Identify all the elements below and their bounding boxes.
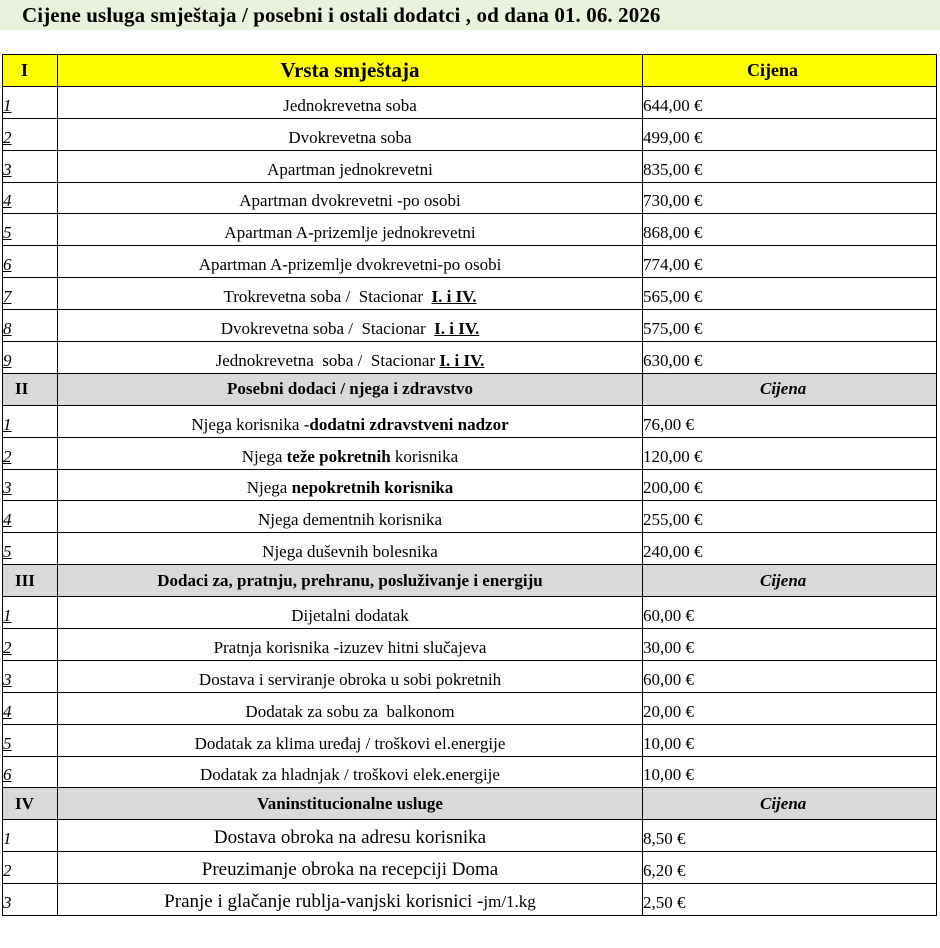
service-name-part: nepokretnih korisnika — [291, 478, 454, 498]
service-name-part: Njega dementnih korisnika — [257, 510, 443, 530]
row-number-text: 1 — [3, 606, 12, 626]
row-number — [3, 692, 58, 724]
row-number — [3, 182, 58, 214]
service-name — [58, 405, 643, 437]
service-price: 730,00 € — [643, 182, 937, 214]
service-name — [58, 278, 643, 310]
row-number — [3, 86, 58, 118]
table-row — [3, 342, 937, 374]
row-number — [3, 884, 58, 916]
row-number — [3, 597, 58, 629]
service-name-part: korisnika — [390, 446, 459, 466]
row-number-text: 3 — [3, 478, 12, 498]
service-price: 255,00 € — [643, 501, 937, 533]
service-name-part: Jednokrevetna soba — [283, 95, 417, 115]
row-number-text: 8 — [3, 319, 12, 339]
price-column-header: Cijena — [643, 373, 937, 405]
service-name-part: Njega korisnika - — [191, 414, 310, 434]
service-price: 868,00 € — [643, 214, 937, 246]
service-name-part: Apartman jednokrevetni — [267, 159, 433, 179]
service-name-part: dodatni zdravstveni nadzor — [309, 414, 509, 434]
service-name — [58, 437, 643, 469]
row-number-text: 4 — [3, 701, 12, 721]
row-number — [3, 437, 58, 469]
row-number-text: 2 — [3, 446, 12, 466]
row-number-text: 5 — [3, 542, 12, 562]
row-number — [3, 724, 58, 756]
table-row — [3, 756, 937, 788]
row-number — [3, 405, 58, 437]
service-name-part: Pranje i glačanje rublja-vanjski korisnici - — [164, 891, 484, 913]
service-name-part: Trokrevetna soba / Stacionar — [223, 287, 432, 307]
service-name-part: Njega — [246, 478, 292, 498]
section-title: Vaninstitucionalne usluge — [58, 788, 643, 820]
service-name — [58, 86, 643, 118]
table-row — [3, 597, 937, 629]
service-name-part: Dodatak za klima uređaj / troškovi el.energije — [194, 733, 506, 753]
service-name — [58, 246, 643, 278]
service-name-part: jm/1.kg — [483, 892, 536, 912]
page-title: Cijene usluga smještaja / posebni i ostali dodatci , od dana 01. 06. 2026 — [22, 3, 661, 27]
row-number-text: 5 — [3, 733, 12, 753]
service-name-part: I. i IV. — [434, 319, 480, 339]
service-name — [58, 150, 643, 182]
service-name-part: Preuzimanje obroka na recepciji Doma — [201, 859, 499, 881]
service-price: 60,00 € — [643, 660, 937, 692]
table-row — [3, 501, 937, 533]
service-name — [58, 118, 643, 150]
table-row — [3, 310, 937, 342]
service-name-part: Dodatak za sobu za balkonom — [245, 701, 455, 721]
row-number — [3, 246, 58, 278]
service-name-part: Dodatak za hladnjak / troškovi elek.energije — [200, 765, 500, 785]
table-row — [3, 118, 937, 150]
service-price: 10,00 € — [643, 724, 937, 756]
table-row — [3, 182, 937, 214]
table-row — [3, 692, 937, 724]
service-name-part: Dvokrevetna soba — [288, 127, 412, 147]
row-number — [3, 501, 58, 533]
service-name-part: Dijetalni dodatak — [291, 606, 409, 626]
table-row — [3, 86, 937, 118]
title-bar — [0, 0, 940, 30]
table-row — [3, 437, 937, 469]
service-name — [58, 501, 643, 533]
section-number: II — [3, 373, 58, 405]
service-name — [58, 629, 643, 661]
service-price: 774,00 € — [643, 246, 937, 278]
row-number-text: 6 — [3, 255, 12, 275]
row-number — [3, 310, 58, 342]
service-price: 10,00 € — [643, 756, 937, 788]
section-title: Posebni dodaci / njega i zdravstvo — [58, 373, 643, 405]
service-name-part: Apartman A-prizemlje dvokrevetni-po osobi — [198, 255, 502, 275]
table-row — [3, 820, 937, 852]
table-row — [3, 629, 937, 661]
price-table — [2, 54, 937, 916]
service-name — [58, 884, 643, 916]
section-number: III — [3, 565, 58, 597]
service-price: 200,00 € — [643, 469, 937, 501]
row-number-text: 2 — [3, 861, 12, 881]
row-number-text: 1 — [3, 414, 12, 434]
service-price: 120,00 € — [643, 437, 937, 469]
row-number-text: 7 — [3, 287, 12, 307]
row-number-text: 9 — [3, 350, 12, 370]
section-header-row — [3, 565, 937, 597]
service-price: 499,00 € — [643, 118, 937, 150]
service-price: 8,50 € — [643, 820, 937, 852]
row-number — [3, 214, 58, 246]
service-name — [58, 660, 643, 692]
row-number — [3, 150, 58, 182]
table-row — [3, 150, 937, 182]
row-number-text: 1 — [3, 95, 12, 115]
table-row — [3, 246, 937, 278]
price-column-header: Cijena — [643, 788, 937, 820]
service-price: 76,00 € — [643, 405, 937, 437]
row-number-text: 2 — [3, 127, 12, 147]
service-name — [58, 214, 643, 246]
price-column-header: Cijena — [643, 55, 937, 87]
row-number — [3, 852, 58, 884]
row-number-text: 1 — [3, 829, 12, 849]
service-price: 835,00 € — [643, 150, 937, 182]
service-price: 630,00 € — [643, 342, 937, 374]
service-name-part: Dostava obroka na adresu korisnika — [213, 827, 487, 849]
service-name — [58, 469, 643, 501]
table-row — [3, 405, 937, 437]
table-row — [3, 884, 937, 916]
service-price: 20,00 € — [643, 692, 937, 724]
service-price: 30,00 € — [643, 629, 937, 661]
row-number — [3, 533, 58, 565]
service-name — [58, 820, 643, 852]
service-name-part: I. i IV. — [431, 287, 477, 307]
table-row — [3, 469, 937, 501]
row-number — [3, 278, 58, 310]
service-name — [58, 533, 643, 565]
row-number-text: 2 — [3, 637, 12, 657]
table-row — [3, 214, 937, 246]
service-name — [58, 182, 643, 214]
row-number-text: 4 — [3, 510, 12, 530]
service-name-part: Dvokrevetna soba / Stacionar — [220, 319, 435, 339]
service-name — [58, 724, 643, 756]
section-title: Vrsta smještaja — [58, 55, 643, 87]
row-number — [3, 342, 58, 374]
service-price: 565,00 € — [643, 278, 937, 310]
table-row — [3, 533, 937, 565]
table-row — [3, 660, 937, 692]
section-header-row — [3, 373, 937, 405]
service-name-part: Pratnja korisnika -izuzev hitni slučajeva — [213, 637, 487, 657]
service-name-part: Dostava i serviranje obroka u sobi pokretnih — [198, 669, 502, 689]
service-price: 6,20 € — [643, 852, 937, 884]
service-name-part: Apartman A-prizemlje jednokrevetni — [224, 223, 476, 243]
row-number — [3, 756, 58, 788]
service-name — [58, 692, 643, 724]
service-name-part: Jednokrevetna soba / Stacionar — [215, 350, 440, 370]
service-name-part: I. i IV. — [439, 350, 485, 370]
section-number: IV — [3, 788, 58, 820]
service-price: 644,00 € — [643, 86, 937, 118]
row-number — [3, 629, 58, 661]
service-name-part: teže pokretnih — [286, 446, 391, 466]
section-number: I — [3, 55, 58, 87]
row-number — [3, 118, 58, 150]
row-number — [3, 660, 58, 692]
service-name — [58, 310, 643, 342]
service-price: 575,00 € — [643, 310, 937, 342]
section-header-row — [3, 55, 937, 87]
row-number-text: 6 — [3, 765, 12, 785]
service-price: 2,50 € — [643, 884, 937, 916]
service-price: 60,00 € — [643, 597, 937, 629]
price-table-body — [3, 55, 937, 916]
service-name-part: Njega — [241, 446, 287, 466]
row-number — [3, 820, 58, 852]
table-row — [3, 278, 937, 310]
service-name — [58, 852, 643, 884]
row-number-text: 3 — [3, 159, 12, 179]
section-title: Dodaci za, pratnju, prehranu, posluživanje i energiju — [58, 565, 643, 597]
row-number-text: 3 — [3, 669, 12, 689]
row-number-text: 4 — [3, 191, 12, 211]
service-name — [58, 597, 643, 629]
row-number-text: 3 — [3, 893, 12, 913]
service-name — [58, 756, 643, 788]
price-column-header: Cijena — [643, 565, 937, 597]
row-number-text: 5 — [3, 223, 12, 243]
service-name-part: Njega duševnih bolesnika — [262, 542, 438, 562]
service-name — [58, 342, 643, 374]
row-number — [3, 469, 58, 501]
table-row — [3, 852, 937, 884]
table-row — [3, 724, 937, 756]
service-price: 240,00 € — [643, 533, 937, 565]
service-name-part: Apartman dvokrevetni -po osobi — [239, 191, 461, 211]
section-header-row — [3, 788, 937, 820]
